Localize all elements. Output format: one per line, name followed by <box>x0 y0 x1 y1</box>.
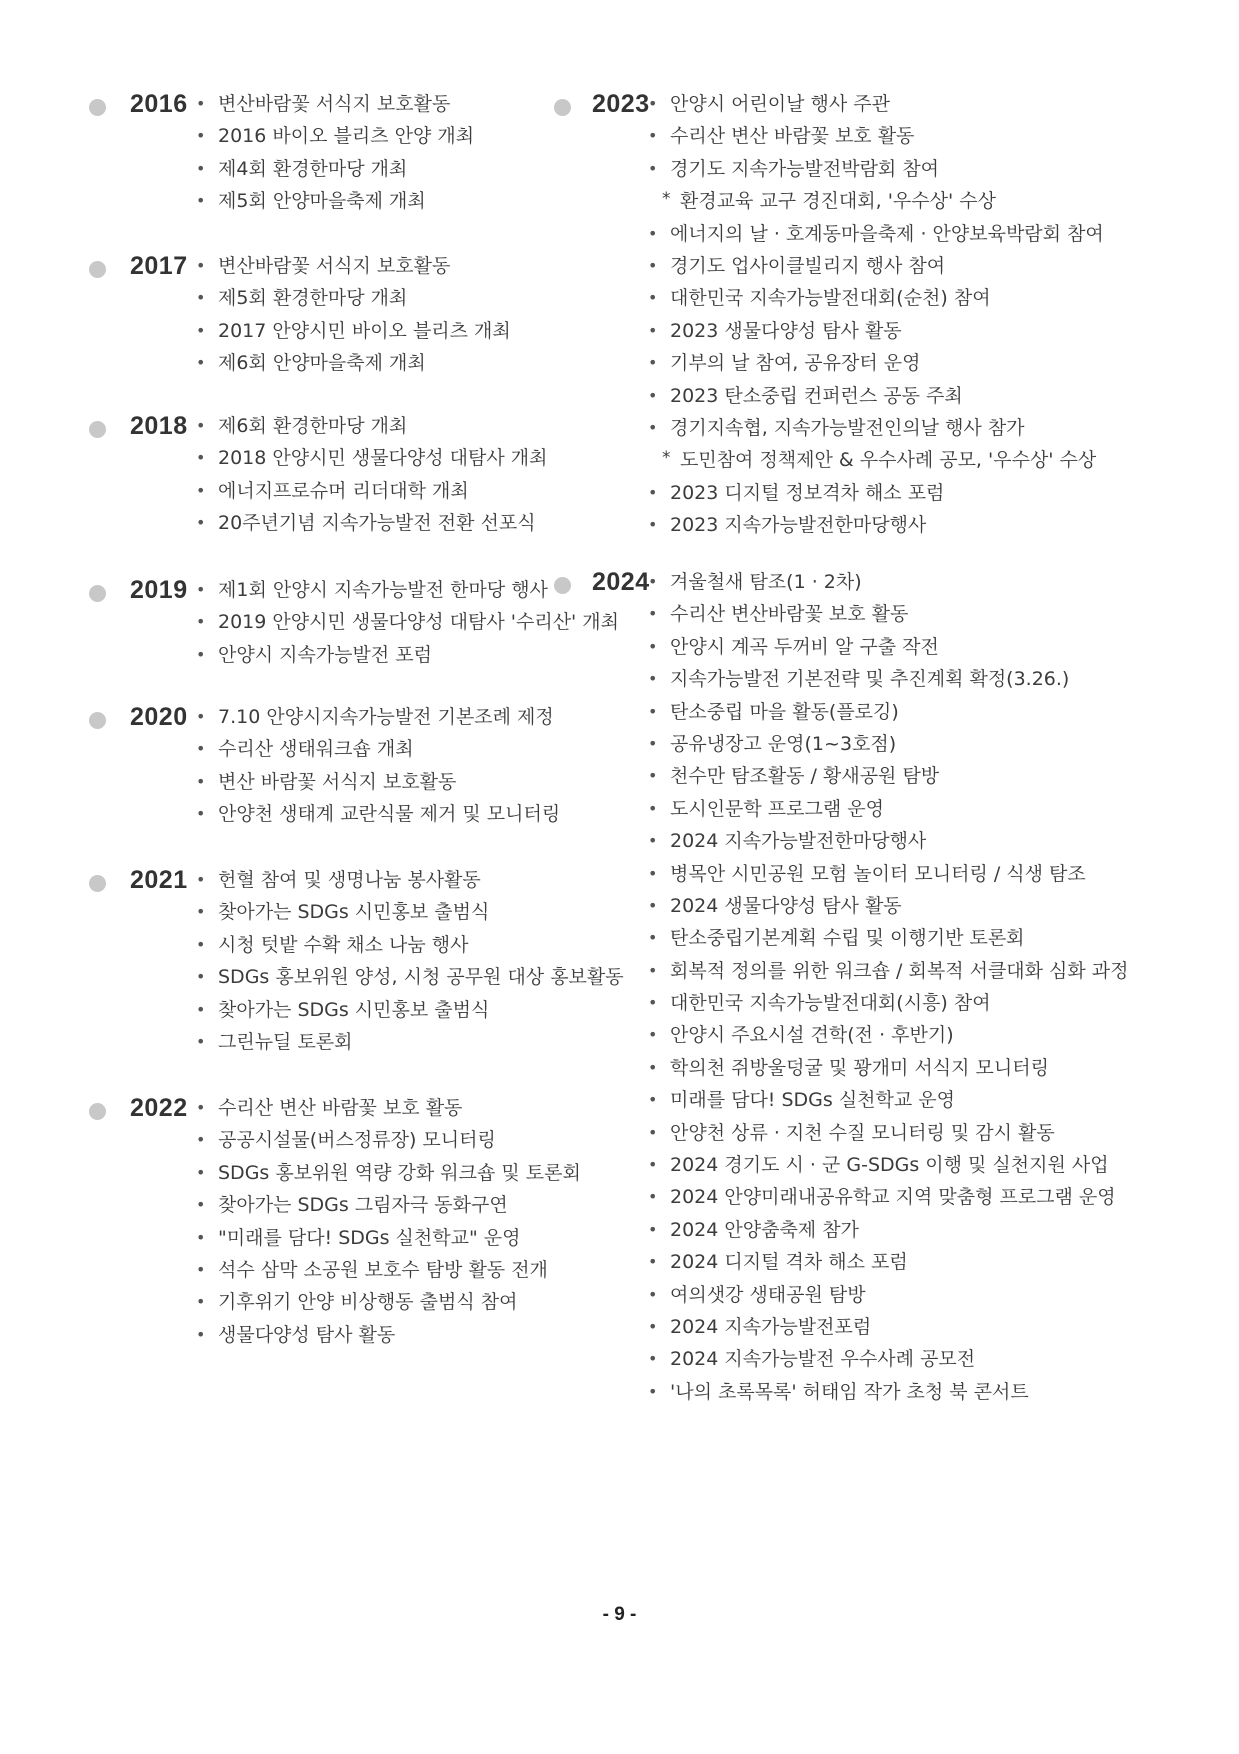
event-item <box>196 1319 581 1351</box>
event-list <box>648 88 1104 541</box>
event-item <box>196 315 511 347</box>
event-item <box>648 282 1104 314</box>
event-item <box>196 347 511 379</box>
event-text: '나의 초록목록' 허태임 작가 초청 북 콘서트 <box>670 1380 1029 1403</box>
event-item <box>196 475 547 507</box>
event-item <box>648 1246 1129 1278</box>
event-item <box>648 347 1104 379</box>
event-text: 에너지프로슈머 리더대학 개최 <box>218 479 469 502</box>
event-item <box>196 282 511 314</box>
event-text: 학의천 쥐방울덩굴 및 꽝개미 서식지 모니터링 <box>670 1056 1049 1079</box>
event-text: 안양천 상류 · 지천 수질 모니터링 및 감시 활동 <box>670 1121 1055 1144</box>
event-item <box>648 793 1129 825</box>
event-text: 도민참여 정책제안 & 우수사례 공모, '우수상' 수상 <box>680 449 1097 472</box>
event-list <box>648 566 1129 1408</box>
bullet-icon: • <box>648 701 658 721</box>
event-item <box>196 929 624 961</box>
event-text: 경기지속협, 지속가능발전인의날 행사 참가 <box>670 416 1025 439</box>
event-item <box>196 1026 624 1058</box>
event-item <box>196 1157 581 1189</box>
event-text: 헌혈 참여 및 생명나눔 봉사활동 <box>218 869 481 891</box>
event-text: 에너지의 날 · 호계동마을축제 · 안양보육박람회 참여 <box>670 222 1104 245</box>
event-item <box>648 153 1104 185</box>
year-label: 2017 <box>130 252 188 280</box>
event-text: 7.10 안양시지속가능발전 기본조례 제정 <box>218 706 554 728</box>
bullet-icon: • <box>196 94 206 113</box>
bullet-icon: • <box>648 1122 658 1142</box>
bullet-icon: • <box>648 1316 658 1336</box>
event-text: 찾아가는 SDGs 그림자극 동화구연 <box>218 1194 508 1217</box>
event-item <box>196 1254 581 1286</box>
bullet-icon: • <box>648 604 658 624</box>
bullet-icon: • <box>648 733 658 753</box>
event-item <box>196 1222 581 1254</box>
bullet-icon: • <box>196 416 206 435</box>
event-item <box>648 728 1129 760</box>
event-text: 2024 지속가능발전 우수사례 공모전 <box>670 1348 976 1371</box>
event-item <box>196 639 619 671</box>
bullet-icon: • <box>196 580 206 599</box>
bullet-icon: • <box>648 1252 658 1272</box>
event-text: 석수 삼막 소공원 보호수 탐방 활동 전개 <box>218 1258 548 1281</box>
event-text: 변산바람꽃 서식지 보호활동 <box>218 93 451 115</box>
timeline-dot <box>89 875 106 892</box>
event-text: 탄소중립기본계획 수립 및 이행기반 토론회 <box>670 927 1025 950</box>
note-marker-icon: * <box>662 448 671 469</box>
event-text: 수리산 변산 바람꽃 보호 활동 <box>218 1097 463 1119</box>
event-text: 안양시 주요시설 견학(전 · 후반기) <box>670 1024 954 1047</box>
event-item <box>648 598 1129 630</box>
event-item <box>196 606 619 638</box>
event-text: 2023 탄소중립 컨퍼런스 공동 주최 <box>670 384 963 407</box>
event-text: 2019 안양시민 생물다양성 대탐사 '수리산' 개최 <box>218 611 620 634</box>
event-text: 제6회 안양마을축제 개최 <box>218 352 426 375</box>
bullet-icon: • <box>196 1031 206 1051</box>
event-item <box>196 733 560 765</box>
event-text: 2024 디지털 격차 해소 포럼 <box>670 1251 908 1274</box>
event-text: 안양천 생태계 교란식물 제거 및 모니터링 <box>218 803 561 826</box>
bullet-icon: • <box>648 1057 658 1077</box>
timeline-dot <box>89 421 106 438</box>
bullet-icon: • <box>196 320 206 340</box>
bullet-icon: • <box>196 739 206 759</box>
bullet-icon: • <box>196 1227 206 1247</box>
bullet-icon: • <box>648 94 658 113</box>
event-text: 공공시설물(버스정류장) 모니터링 <box>218 1129 496 1152</box>
event-item <box>196 994 624 1026</box>
award-note <box>662 185 1104 217</box>
event-text: 대한민국 지속가능발전대회(순천) 참여 <box>670 287 991 310</box>
timeline-dot <box>554 99 571 116</box>
timeline-dot <box>89 1103 106 1120</box>
event-item <box>196 442 547 474</box>
timeline-dot <box>89 261 106 278</box>
event-item <box>196 896 624 928</box>
event-text: 기후위기 안양 비상행동 출범식 참여 <box>218 1291 518 1314</box>
event-item <box>648 1181 1129 1213</box>
bullet-icon: • <box>196 804 206 824</box>
event-text: 제6회 환경한마당 개최 <box>218 415 408 437</box>
event-text: 20주년기념 지속가능발전 전환 선포식 <box>218 512 536 535</box>
event-text: 2024 안양미래내공유학교 지역 맞춤형 프로그램 운영 <box>670 1186 1116 1209</box>
event-item <box>648 1084 1129 1116</box>
bullet-icon: • <box>196 644 206 664</box>
bullet-icon: • <box>196 353 206 373</box>
event-text: 탄소중립 마을 활동(플로깅) <box>670 700 899 723</box>
event-text: SDGs 홍보위원 양성, 시청 공무원 대상 홍보활동 <box>218 966 624 989</box>
year-label: 2021 <box>130 866 188 894</box>
event-item <box>648 1052 1129 1084</box>
event-item <box>648 1376 1129 1408</box>
bullet-icon: • <box>648 1155 658 1175</box>
event-item <box>196 1189 581 1221</box>
event-list <box>196 1092 581 1351</box>
event-text: 기부의 날 참여, 공유장터 운영 <box>670 352 921 375</box>
bullet-icon: • <box>196 707 206 726</box>
event-list <box>196 410 547 540</box>
bullet-icon: • <box>648 515 658 535</box>
bullet-icon: • <box>648 385 658 405</box>
bullet-icon: • <box>648 1219 658 1239</box>
event-text: 환경교육 교구 경진대회, '우수상' 수상 <box>680 190 996 213</box>
bullet-icon: • <box>648 766 658 786</box>
bullet-icon: • <box>648 636 658 656</box>
event-item <box>196 701 560 733</box>
bullet-icon: • <box>648 126 658 146</box>
event-text: 2016 바이오 블리츠 안양 개최 <box>218 125 475 148</box>
timeline-dot <box>554 577 571 594</box>
event-item <box>648 1149 1129 1181</box>
event-item <box>196 961 624 993</box>
bullet-icon: • <box>196 513 206 533</box>
event-item <box>648 412 1104 444</box>
event-text: 대한민국 지속가능발전대회(시흥) 참여 <box>670 992 991 1015</box>
event-text: 2024 지속가능발전한마당행사 <box>670 830 927 853</box>
event-text: 안양시 지속가능발전 포럼 <box>218 643 432 666</box>
event-item <box>648 477 1104 509</box>
bullet-icon: • <box>196 448 206 468</box>
bullet-icon: • <box>196 870 206 889</box>
event-text: 그린뉴딜 토론회 <box>218 1030 353 1053</box>
bullet-icon: • <box>196 1195 206 1215</box>
event-text: 2023 디지털 정보격차 해소 포럼 <box>670 481 945 504</box>
event-item <box>648 509 1104 541</box>
note-marker-icon: * <box>662 189 671 210</box>
event-item <box>648 1279 1129 1311</box>
event-item <box>196 1124 581 1156</box>
bullet-icon: • <box>648 223 658 243</box>
event-text: 제4회 환경한마당 개최 <box>218 157 408 180</box>
event-item <box>648 1117 1129 1149</box>
bullet-icon: • <box>648 572 658 591</box>
bullet-icon: • <box>648 669 658 689</box>
event-item <box>196 410 547 442</box>
bullet-icon: • <box>196 999 206 1019</box>
bullet-icon: • <box>648 158 658 178</box>
bullet-icon: • <box>648 1381 658 1401</box>
event-text: 지속가능발전 기본전략 및 추진계획 확정(3.26.) <box>670 668 1070 691</box>
event-item <box>648 218 1104 250</box>
event-text: 생물다양성 탐사 활동 <box>218 1323 396 1346</box>
event-item <box>196 507 547 539</box>
bullet-icon: • <box>196 1162 206 1182</box>
event-item <box>648 825 1129 857</box>
event-item <box>196 1286 581 1318</box>
event-text: 변산바람꽃 서식지 보호활동 <box>218 255 451 277</box>
event-text: 2024 안양춤축제 참가 <box>670 1218 859 1241</box>
year-label: 2016 <box>130 90 188 118</box>
event-text: "미래를 담다! SDGs 실천학교" 운영 <box>218 1226 521 1249</box>
event-text: 천수만 탐조활동 / 황새공원 탐방 <box>670 765 940 788</box>
event-text: 겨울철새 탐조(1 · 2차) <box>670 571 862 593</box>
event-item <box>648 696 1129 728</box>
event-item <box>196 250 511 282</box>
event-text: 2024 경기도 시 · 군 G-SDGs 이행 및 실천지원 사업 <box>670 1154 1109 1177</box>
year-label: 2024 <box>592 568 650 596</box>
event-item <box>196 864 624 896</box>
event-text: 제5회 환경한마당 개최 <box>218 287 408 310</box>
event-text: 2017 안양시민 바이오 블리츠 개최 <box>218 319 511 342</box>
bullet-icon: • <box>196 771 206 791</box>
bullet-icon: • <box>196 480 206 500</box>
event-item <box>648 88 1104 120</box>
bullet-icon: • <box>196 288 206 308</box>
event-text: 변산 바람꽃 서식지 보호활동 <box>218 770 457 793</box>
bullet-icon: • <box>196 1259 206 1279</box>
event-list <box>196 701 560 831</box>
event-text: 미래를 담다! SDGs 실천학교 운영 <box>670 1089 955 1112</box>
bullet-icon: • <box>196 967 206 987</box>
event-text: 회복적 정의를 위한 워크숍 / 회복적 서클대화 심화 과정 <box>670 959 1129 982</box>
bullet-icon: • <box>648 1090 658 1110</box>
event-list <box>196 250 511 380</box>
bullet-icon: • <box>648 1349 658 1369</box>
event-text: 2024 생물다양성 탐사 활동 <box>670 894 902 917</box>
event-item <box>648 955 1129 987</box>
event-text: 도시인문학 프로그램 운영 <box>670 797 884 820</box>
event-text: 수리산 변산바람꽃 보호 활동 <box>670 603 909 626</box>
bullet-icon: • <box>196 902 206 922</box>
event-item <box>648 380 1104 412</box>
event-item <box>648 1343 1129 1375</box>
event-text: 수리산 생태워크숍 개최 <box>218 738 414 761</box>
event-item <box>648 250 1104 282</box>
event-text: 안양시 계곡 두꺼비 알 구출 작전 <box>670 635 939 658</box>
timeline-dot <box>89 99 106 116</box>
bullet-icon: • <box>648 863 658 883</box>
event-item <box>648 1214 1129 1246</box>
event-list <box>196 88 474 218</box>
event-text: 찾아가는 SDGs 시민홍보 출범식 <box>218 901 490 924</box>
event-text: 2023 지속가능발전한마당행사 <box>670 514 927 537</box>
event-text: 2018 안양시민 생물다양성 대탐사 개최 <box>218 447 548 470</box>
bullet-icon: • <box>196 934 206 954</box>
event-text: 수리산 변산 바람꽃 보호 활동 <box>670 125 915 148</box>
event-item <box>196 153 474 185</box>
event-item <box>196 1092 581 1124</box>
event-item <box>196 766 560 798</box>
event-item <box>196 88 474 120</box>
year-label: 2020 <box>130 703 188 731</box>
bullet-icon: • <box>196 158 206 178</box>
award-note <box>662 444 1104 476</box>
bullet-icon: • <box>648 960 658 980</box>
bullet-icon: • <box>648 1187 658 1207</box>
bullet-icon: • <box>648 798 658 818</box>
bullet-icon: • <box>196 126 206 146</box>
bullet-icon: • <box>648 928 658 948</box>
bullet-icon: • <box>196 1324 206 1344</box>
event-text: SDGs 홍보위원 역량 강화 워크숍 및 토론회 <box>218 1161 581 1184</box>
timeline-dot <box>89 585 106 602</box>
bullet-icon: • <box>648 1025 658 1045</box>
bullet-icon: • <box>196 612 206 632</box>
bullet-icon: • <box>196 1130 206 1150</box>
event-list <box>196 864 624 1058</box>
event-item <box>648 890 1129 922</box>
event-item <box>196 185 474 217</box>
event-item <box>648 1019 1129 1051</box>
event-item <box>648 566 1129 598</box>
bullet-icon: • <box>648 320 658 340</box>
bullet-icon: • <box>196 256 206 275</box>
bullet-icon: • <box>648 288 658 308</box>
bullet-icon: • <box>648 417 658 437</box>
event-text: 여의샛강 생태공원 탐방 <box>670 1283 866 1306</box>
event-item <box>648 987 1129 1019</box>
event-text: 안양시 어린이날 행사 주관 <box>670 93 891 115</box>
event-item <box>648 760 1129 792</box>
event-text: 경기도 업사이클빌리지 행사 참여 <box>670 254 946 277</box>
bullet-icon: • <box>196 191 206 211</box>
bullet-icon: • <box>196 1292 206 1312</box>
bullet-icon: • <box>648 255 658 275</box>
bullet-icon: • <box>648 353 658 373</box>
timeline-dot <box>89 712 106 729</box>
event-text: 공유냉장고 운영(1~3호점) <box>670 732 897 755</box>
event-item <box>196 120 474 152</box>
bullet-icon: • <box>648 895 658 915</box>
year-label: 2022 <box>130 1094 188 1122</box>
event-item <box>648 1311 1129 1343</box>
year-label: 2023 <box>592 90 650 118</box>
event-item <box>196 798 560 830</box>
event-item <box>648 315 1104 347</box>
event-text: 2023 생물다양성 탐사 활동 <box>670 319 902 342</box>
event-item <box>648 858 1129 890</box>
page-number: - 9 - <box>602 1604 637 1625</box>
bullet-icon: • <box>648 482 658 502</box>
event-text: 시청 텃밭 수확 채소 나눔 행사 <box>218 933 469 956</box>
event-item <box>648 631 1129 663</box>
bullet-icon: • <box>648 993 658 1013</box>
bullet-icon: • <box>648 1284 658 1304</box>
event-text: 병목안 시민공원 모험 놀이터 모니터링 / 식생 탐조 <box>670 862 1086 885</box>
event-item <box>648 120 1104 152</box>
event-text: 찾아가는 SDGs 시민홍보 출범식 <box>218 998 490 1021</box>
year-label: 2019 <box>130 576 188 604</box>
year-label: 2018 <box>130 412 188 440</box>
event-item <box>648 663 1129 695</box>
event-text: 경기도 지속가능발전박람회 참여 <box>670 157 940 180</box>
bullet-icon: • <box>196 1098 206 1117</box>
event-item <box>648 922 1129 954</box>
event-text: 2024 지속가능발전포럼 <box>670 1315 872 1338</box>
bullet-icon: • <box>648 831 658 851</box>
event-text: 제1회 안양시 지속가능발전 한마당 행사 <box>218 579 548 601</box>
event-text: 제5회 안양마을축제 개최 <box>218 190 426 213</box>
